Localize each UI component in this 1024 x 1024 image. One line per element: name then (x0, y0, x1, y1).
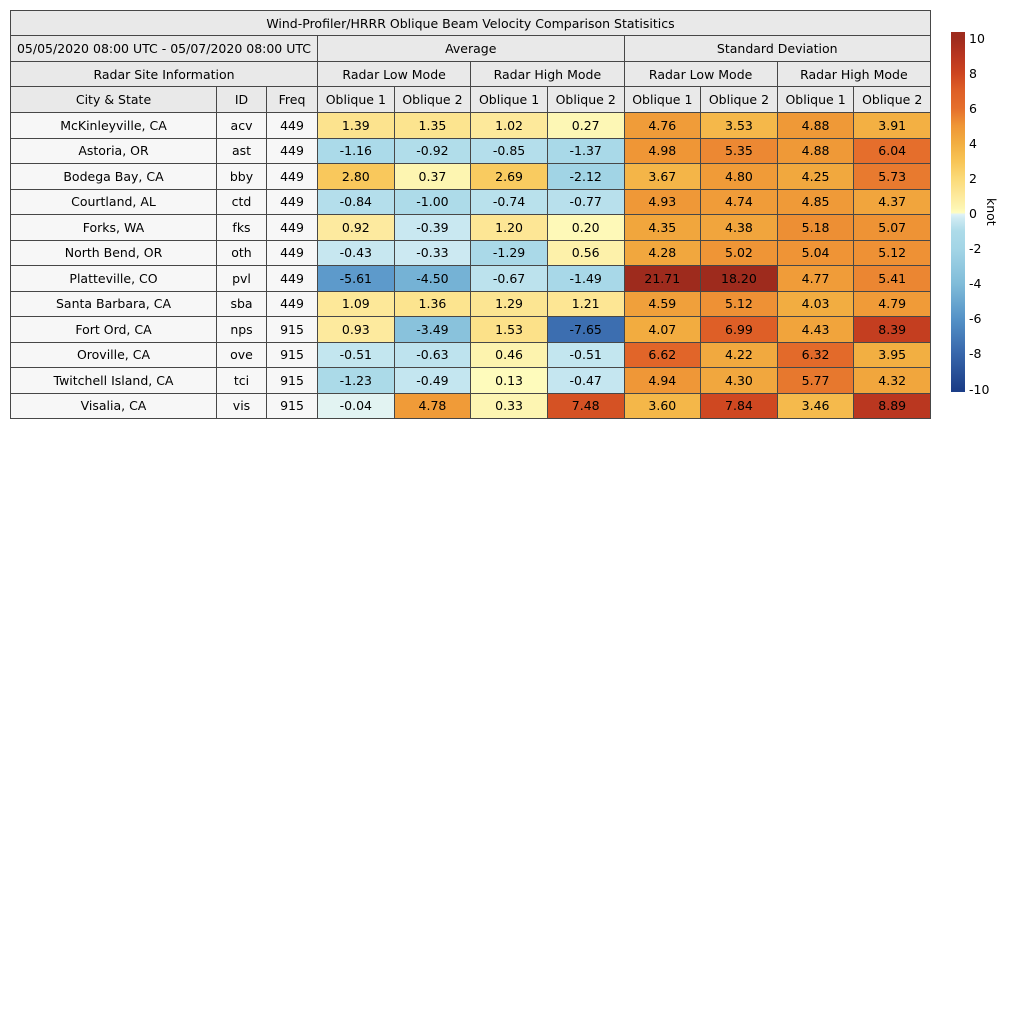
period-label: 05/05/2020 08:00 UTC - 05/07/2020 08:00 UTC (11, 36, 318, 62)
city-cell: Fort Ord, CA (11, 317, 217, 343)
value-cell: 3.53 (701, 113, 778, 139)
city-cell: Santa Barbara, CA (11, 291, 217, 317)
value-cell: -0.49 (394, 368, 471, 394)
id-cell: ast (217, 138, 267, 164)
city-cell: Visalia, CA (11, 393, 217, 419)
value-cell: 3.60 (624, 393, 701, 419)
table-row (11, 317, 931, 343)
value-cell: 1.29 (471, 291, 548, 317)
table-row (11, 393, 931, 419)
value-cell: 1.02 (471, 113, 548, 139)
freq-cell: 915 (267, 368, 318, 394)
city-cell: Courtland, AL (11, 189, 217, 215)
id-cell: sba (217, 291, 267, 317)
value-cell: 4.03 (777, 291, 854, 317)
value-cell: 4.59 (624, 291, 701, 317)
colorbar-tick-label: -8 (969, 346, 982, 362)
id-cell: acv (217, 113, 267, 139)
table-row (11, 240, 931, 266)
group-header-row (11, 36, 931, 62)
id-cell: vis (217, 393, 267, 419)
value-cell: 18.20 (701, 266, 778, 292)
value-cell: -1.49 (547, 266, 624, 292)
value-cell: 4.88 (777, 113, 854, 139)
value-cell: 4.93 (624, 189, 701, 215)
oblique1-header: Oblique 1 (777, 87, 854, 113)
colorbar-tick-label: 10 (969, 30, 985, 46)
id-cell: tci (217, 368, 267, 394)
oblique2-header: Oblique 2 (854, 87, 931, 113)
value-cell: -1.37 (547, 138, 624, 164)
city-cell: McKinleyville, CA (11, 113, 217, 139)
colorbar-tick-label: -4 (969, 276, 982, 292)
value-cell: -0.77 (547, 189, 624, 215)
std-high-mode-header: Radar High Mode (777, 62, 930, 87)
column-header-row (11, 87, 931, 113)
freq-cell: 449 (267, 113, 318, 139)
value-cell: 0.20 (547, 215, 624, 241)
value-cell: 1.39 (318, 113, 395, 139)
site-info-header: Radar Site Information (11, 62, 318, 87)
value-cell: 5.04 (777, 240, 854, 266)
table-row (11, 215, 931, 241)
table-row (11, 113, 931, 139)
value-cell: -0.84 (318, 189, 395, 215)
value-cell: -0.47 (547, 368, 624, 394)
freq-cell: 449 (267, 215, 318, 241)
std-low-mode-header: Radar Low Mode (624, 62, 777, 87)
freq-cell: 915 (267, 393, 318, 419)
id-cell: nps (217, 317, 267, 343)
city-cell: Forks, WA (11, 215, 217, 241)
avg-high-mode-header: Radar High Mode (471, 62, 624, 87)
value-cell: 6.04 (854, 138, 931, 164)
mode-header-row (11, 62, 931, 87)
value-cell: 0.56 (547, 240, 624, 266)
id-header: ID (217, 87, 267, 113)
value-cell: -0.51 (547, 342, 624, 368)
value-cell: -0.04 (318, 393, 395, 419)
value-cell: 2.69 (471, 164, 548, 190)
id-cell: oth (217, 240, 267, 266)
freq-cell: 915 (267, 317, 318, 343)
value-cell: 3.91 (854, 113, 931, 139)
value-cell: -1.23 (318, 368, 395, 394)
freq-cell: 915 (267, 342, 318, 368)
value-cell: 4.88 (777, 138, 854, 164)
oblique1-header: Oblique 1 (471, 87, 548, 113)
value-cell: 5.12 (701, 291, 778, 317)
value-cell: 4.37 (854, 189, 931, 215)
table-row (11, 189, 931, 215)
id-cell: fks (217, 215, 267, 241)
colorbar-tick-label: 4 (969, 135, 977, 151)
value-cell: 4.94 (624, 368, 701, 394)
colorbar-tick-label: 2 (969, 170, 977, 186)
value-cell: 3.46 (777, 393, 854, 419)
oblique2-header: Oblique 2 (701, 87, 778, 113)
value-cell: -0.43 (318, 240, 395, 266)
value-cell: 4.38 (701, 215, 778, 241)
city-cell: Astoria, OR (11, 138, 217, 164)
colorbar-gradient (951, 32, 965, 392)
value-cell: -4.50 (394, 266, 471, 292)
value-cell: 1.53 (471, 317, 548, 343)
value-cell: 5.18 (777, 215, 854, 241)
value-cell: 4.43 (777, 317, 854, 343)
colorbar-tick-label: 0 (969, 206, 977, 221)
velocity-comparison-table (10, 10, 931, 419)
table-row (11, 291, 931, 317)
value-cell: 1.21 (547, 291, 624, 317)
value-cell: 4.78 (394, 393, 471, 419)
average-group-header: Average (318, 36, 625, 62)
freq-cell: 449 (267, 189, 318, 215)
value-cell: 4.77 (777, 266, 854, 292)
value-cell: 6.62 (624, 342, 701, 368)
city-cell: North Bend, OR (11, 240, 217, 266)
value-cell: -0.85 (471, 138, 548, 164)
value-cell: 5.77 (777, 368, 854, 394)
value-cell: -1.00 (394, 189, 471, 215)
value-cell: 5.12 (854, 240, 931, 266)
city-cell: Platteville, CO (11, 266, 217, 292)
value-cell: 5.07 (854, 215, 931, 241)
value-cell: -7.65 (547, 317, 624, 343)
oblique2-header: Oblique 2 (394, 87, 471, 113)
value-cell: -5.61 (318, 266, 395, 292)
table-row (11, 266, 931, 292)
value-cell: 5.35 (701, 138, 778, 164)
value-cell: 4.74 (701, 189, 778, 215)
value-cell: 7.48 (547, 393, 624, 419)
value-cell: -0.92 (394, 138, 471, 164)
value-cell: 4.35 (624, 215, 701, 241)
value-cell: 4.30 (701, 368, 778, 394)
colorbar-tick-label: -6 (969, 311, 982, 327)
value-cell: -0.33 (394, 240, 471, 266)
table-row (11, 164, 931, 190)
value-cell: -0.63 (394, 342, 471, 368)
value-cell: 0.92 (318, 215, 395, 241)
freq-cell: 449 (267, 164, 318, 190)
value-cell: 6.32 (777, 342, 854, 368)
value-cell: 7.84 (701, 393, 778, 419)
value-cell: -3.49 (394, 317, 471, 343)
value-cell: 6.99 (701, 317, 778, 343)
value-cell: 1.09 (318, 291, 395, 317)
id-cell: ove (217, 342, 267, 368)
city-cell: Twitchell Island, CA (11, 368, 217, 394)
value-cell: 0.27 (547, 113, 624, 139)
value-cell: 3.67 (624, 164, 701, 190)
value-cell: 8.39 (854, 317, 931, 343)
id-cell: pvl (217, 266, 267, 292)
city-cell: Oroville, CA (11, 342, 217, 368)
std-dev-group-header: Standard Deviation (624, 36, 931, 62)
city-cell: Bodega Bay, CA (11, 164, 217, 190)
colorbar-unit-label: knot (984, 198, 999, 226)
colorbar-tick-label: -2 (969, 241, 982, 257)
value-cell: 5.73 (854, 164, 931, 190)
value-cell: 0.13 (471, 368, 548, 394)
freq-cell: 449 (267, 266, 318, 292)
oblique2-header: Oblique 2 (547, 87, 624, 113)
value-cell: 4.28 (624, 240, 701, 266)
freq-header: Freq (267, 87, 318, 113)
value-cell: 5.41 (854, 266, 931, 292)
value-cell: 4.76 (624, 113, 701, 139)
value-cell: -0.67 (471, 266, 548, 292)
freq-cell: 449 (267, 138, 318, 164)
value-cell: 0.33 (471, 393, 548, 419)
value-cell: 1.20 (471, 215, 548, 241)
value-cell: 4.85 (777, 189, 854, 215)
value-cell: -2.12 (547, 164, 624, 190)
value-cell: 0.93 (318, 317, 395, 343)
value-cell: 4.80 (701, 164, 778, 190)
value-cell: 1.35 (394, 113, 471, 139)
oblique1-header: Oblique 1 (624, 87, 701, 113)
value-cell: 8.89 (854, 393, 931, 419)
colorbar-tick-label: -10 (969, 381, 990, 397)
value-cell: -1.29 (471, 240, 548, 266)
id-cell: bby (217, 164, 267, 190)
colorbar-tick-label: 8 (969, 65, 977, 81)
value-cell: 5.02 (701, 240, 778, 266)
city-state-header: City & State (11, 87, 217, 113)
value-cell: 1.36 (394, 291, 471, 317)
value-cell: -0.39 (394, 215, 471, 241)
value-cell: 4.07 (624, 317, 701, 343)
title-row (11, 11, 931, 36)
value-cell: 4.79 (854, 291, 931, 317)
value-cell: 4.25 (777, 164, 854, 190)
value-cell: 4.22 (701, 342, 778, 368)
table-row (11, 342, 931, 368)
value-cell: -0.51 (318, 342, 395, 368)
value-cell: 4.32 (854, 368, 931, 394)
value-cell: 0.37 (394, 164, 471, 190)
table-row (11, 368, 931, 394)
id-cell: ctd (217, 189, 267, 215)
table-title: Wind-Profiler/HRRR Oblique Beam Velocity Comparison Statisitics (11, 11, 931, 36)
value-cell: 0.46 (471, 342, 548, 368)
value-cell: 2.80 (318, 164, 395, 190)
oblique1-header: Oblique 1 (318, 87, 395, 113)
freq-cell: 449 (267, 291, 318, 317)
value-cell: 3.95 (854, 342, 931, 368)
value-cell: 4.98 (624, 138, 701, 164)
value-cell: -1.16 (318, 138, 395, 164)
colorbar-tick-label: 6 (969, 100, 977, 116)
table-row (11, 138, 931, 164)
value-cell: -0.74 (471, 189, 548, 215)
value-cell: 21.71 (624, 266, 701, 292)
avg-low-mode-header: Radar Low Mode (318, 62, 471, 87)
freq-cell: 449 (267, 240, 318, 266)
